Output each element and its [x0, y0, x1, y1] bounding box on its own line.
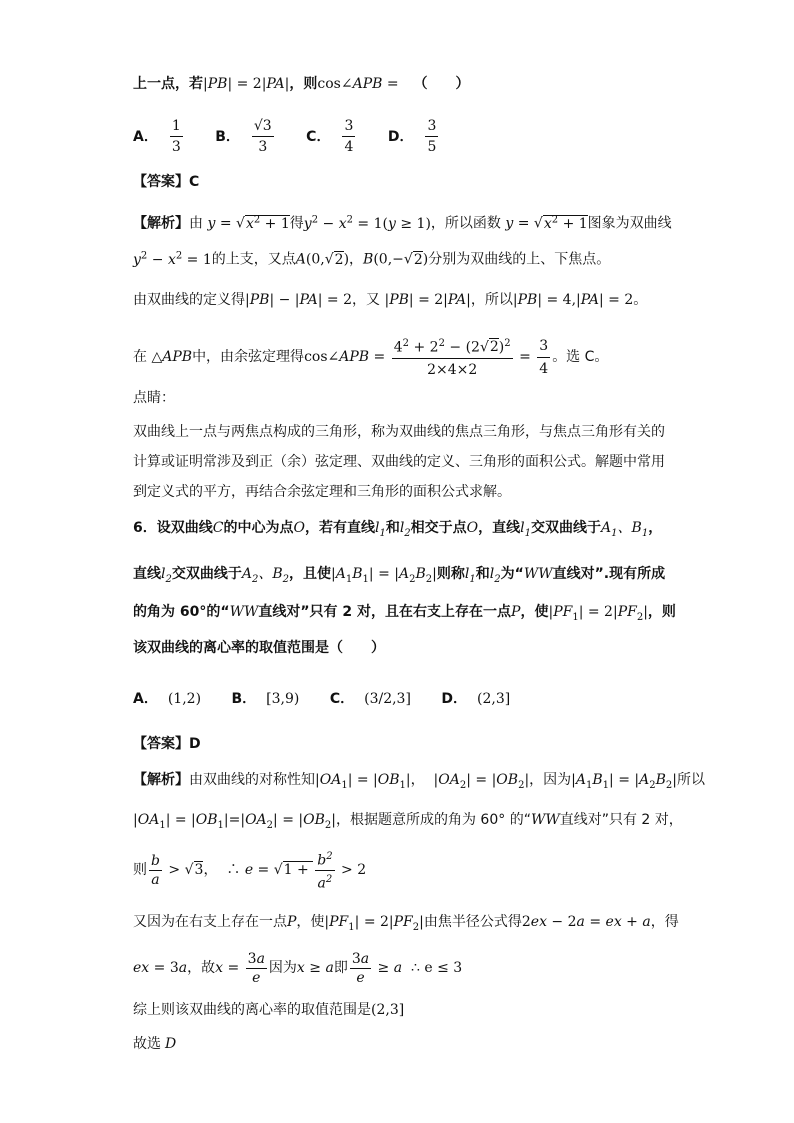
q5-analysis-3: 由双曲线的定义得|PB| − |PA| = 2，又 |PB| = 2|PA|，所以|PB| = 4,|PA| = 2。	[133, 292, 648, 308]
q5-note-2: 计算或证明常涉及到正（余）弦定理、双曲线的定义、三角形的面积公式。解题中常用	[133, 454, 665, 470]
q5-option-a-num: 1	[171, 118, 181, 134]
q5-option-a-label: A．	[133, 128, 158, 145]
q6-l3-2: 直线对”只有 2 对，且在右支上存在一点	[258, 604, 512, 620]
q5-a1-text2: 得	[289, 215, 304, 232]
q6-option-a-value: (1,2)	[167, 691, 202, 707]
q6-option-c[interactable]	[330, 682, 411, 716]
q5-a3-text2: ，又	[352, 292, 381, 308]
q6-l2-2: 交双曲线于	[171, 566, 242, 582]
q6-b1-3: 所以	[677, 772, 706, 788]
q5-answer: 【答案】C	[133, 174, 200, 190]
q5-stem-mid: ，则	[289, 76, 318, 92]
q6-answer: 【答案】D	[133, 736, 201, 752]
q5-option-d[interactable]	[388, 116, 441, 157]
q6-analysis-3: 则 $\frac{b}{a}$ > √3， ∴ e = √1 + $\frac{b^2}{a^2}$ > 2	[133, 851, 367, 892]
q6-option-d-value: (2,3]	[477, 691, 511, 707]
q5-option-c[interactable]	[306, 116, 357, 157]
q5-a2-text1: 的上支，又点	[211, 251, 296, 268]
q5-note-3: 到定义式的平方，再结合余弦定理和三角形的面积公式求解。	[133, 484, 511, 500]
q5-stem-paren: （ ）	[413, 76, 470, 92]
q5-options	[133, 116, 466, 157]
q6-option-b[interactable]	[232, 682, 300, 716]
q6-analysis-1: 【解析】由双曲线的对称性知$|OA_1| = |OB_1|$， $|OA_2| = |OB_2|$，因为$|A_1B_1| = |A_2B_2|$所以	[133, 772, 706, 791]
q5-option-b-label: B．	[215, 128, 240, 145]
q6-stem-3: 的角为 60°的“WW直线对”只有 2 对，且在右支上存在一点P，使$|PF_1| = 2|PF_2|$，则	[133, 604, 676, 623]
q5-a3-end: 。	[633, 292, 648, 308]
q6-s2: 的中心为点	[223, 520, 294, 536]
q5-a3-text3: ，所以	[470, 292, 513, 308]
q5-option-d-den: 5	[425, 136, 438, 157]
q5-a1-text4: 图象为双曲线	[587, 215, 672, 232]
q6-option-b-value: [3,9)	[266, 691, 300, 707]
q5-a1-text1: 由	[189, 215, 203, 232]
q6-b5-1: ，故	[187, 960, 216, 976]
q5-option-b-num: √3	[253, 118, 272, 134]
q5-option-c-den: 4	[342, 136, 355, 157]
q5-option-a[interactable]	[133, 116, 185, 157]
q6-b1-1: 由双曲线的对称性知	[189, 772, 315, 788]
q6-b2-2: 直线对”只有 2 对，	[559, 812, 683, 828]
q5-analysis-4: 在 △APB中，由余弦定理得cos∠APB = $\frac{4^2 + 2^2 - (2√2)^2}{2\times 4\times 2}$ = $\frac{3}{4}$ 。选 C。	[133, 332, 608, 382]
q5-stem	[133, 74, 469, 94]
q6-l2-6: 为“	[500, 566, 524, 582]
q5-analysis-1: 【解析】由 $y = √x^2 + 1$得$y^2 - x^2 = 1(y \ge 1)$，所以函数 $y = √x^2 + 1$图象为双曲线	[133, 214, 672, 232]
q6-analysis-5: ex = 3a，故x = $\frac{3a}{e}$ 因为x ≥ a即 $\frac{3a}{e}$ ≥ a ∴ e ≤ 3	[133, 950, 463, 986]
q6-b4-3: 由焦半径公式得	[423, 914, 522, 930]
q5-a4-text1: 在	[133, 349, 147, 365]
q5-option-a-den: 3	[170, 136, 183, 157]
q6-s1: 设双曲线	[156, 520, 213, 536]
q6-analysis-4: 又因为在右支上存在一点P，使$|PF_1| = 2|PF_2|$由焦半径公式得2ex − 2a = ex + a，得	[133, 914, 679, 933]
q6-b7-choice: D	[165, 1036, 177, 1052]
q5-a4-text2: 中，由余弦定理得	[192, 349, 305, 365]
q5-option-c-num: 3	[344, 118, 354, 134]
q6-number: 6．	[133, 520, 157, 536]
q5-a4-text3: 。选 C。	[552, 349, 609, 365]
q5-option-d-num: 3	[427, 118, 437, 134]
q5-analysis-2: $y^2 - x^2 = 1$的上支，又点A(0,√2)，B(0,−√2)分别为双曲线的上、下焦点。	[133, 250, 611, 268]
q6-l2-3: ，且使	[289, 566, 332, 582]
q6-l3-4: ，则	[647, 604, 676, 620]
q6-l3-3: ，使	[520, 604, 549, 620]
q6-analysis-tag: 【解析】	[133, 772, 189, 788]
q6-b1-2: ，因为	[529, 772, 572, 788]
q5-dianjing: 点睛：	[133, 390, 175, 406]
q5-analysis-tag: 【解析】	[133, 215, 189, 232]
q6-s7: 交双曲线于	[531, 520, 602, 536]
q6-option-a-label: A．	[133, 691, 158, 707]
q6-option-a[interactable]	[133, 682, 201, 716]
q6-analysis-6	[133, 1000, 404, 1020]
q6-b5-2: 因为	[268, 960, 297, 976]
q5-option-b-den: 3	[252, 136, 274, 157]
q5-stem-cond: |PB| = 2|PA|	[203, 76, 290, 92]
q6-s4: 和	[385, 520, 400, 536]
q6-l2-5: 和	[475, 566, 490, 582]
q5-stem-target: cos∠APB =	[317, 76, 399, 92]
q6-s3: ，若有直线	[304, 520, 375, 536]
q5-stem-prefix: 上一点，若	[133, 76, 203, 92]
q5-option-c-label: C．	[306, 128, 331, 145]
q6-b7-1: 故选	[133, 1036, 161, 1052]
q6-l2-4: 则称	[436, 566, 465, 582]
q6-b4-4: ，得	[650, 914, 679, 930]
q6-option-d[interactable]	[441, 682, 510, 716]
q6-b3-1: 则	[133, 862, 147, 879]
q6-option-c-value: (3/2,3]	[364, 691, 411, 707]
q6-analysis-2: $|OA_1| = |OB_1|=|OA_2| = |OB_2|$，根据题意所成的角为 60° 的“WW直线对”只有 2 对，	[133, 812, 683, 831]
q6-options	[133, 682, 536, 716]
q6-b2-1: ，根据题意所成的角为 60° 的“	[335, 812, 531, 828]
q6-b5-3: 即	[333, 960, 348, 976]
q6-l2-7: 直线对”.现有所成	[552, 566, 666, 582]
q6-option-c-label: C．	[329, 691, 355, 707]
q6-b4-1: 又因为在右支上存在一点	[133, 914, 287, 930]
q5-option-d-label: D．	[387, 128, 414, 145]
q5-option-b[interactable]	[215, 116, 276, 157]
q6-b6: 综上则该双曲线的离心率的取值范围是	[133, 1002, 371, 1018]
q6-s6: ，直线	[478, 520, 521, 536]
q5-a3-text1: 由双曲线的定义得	[133, 292, 245, 308]
q6-b4-2: ，使	[296, 914, 325, 930]
q6-l2-1: 直线	[133, 566, 161, 582]
q6-stem-1: 6．设双曲线C的中心为点O，若有直线$l_1$和$l_2$相交于点O，直线$l_1$交双曲线于$A_1$、$B_1$，	[133, 520, 663, 539]
q6-l3-1: 的角为 60°的“	[133, 604, 230, 620]
q5-a1-text3: ，所以函数	[430, 215, 501, 232]
q6-stem-2: 直线$l_2$交双曲线于$A_2$、$B_2$，且使$|A_1B_1| = |A_2B_2|$则称$l_1$和$l_2$为“WW直线对”.现有所成	[133, 566, 666, 585]
q5-note-1: 双曲线上一点与两焦点构成的三角形，称为双曲线的焦点三角形，与焦点三角形有关的	[133, 424, 665, 440]
q6-analysis-7	[133, 1034, 176, 1054]
q6-s5: 相交于点	[410, 520, 467, 536]
q6-b6-val: (2,3]	[371, 1002, 405, 1018]
q6-stem-4: 该双曲线的离心率的取值范围是（ ）	[133, 640, 385, 656]
q5-a2-text2: 分别为双曲线的上、下焦点。	[428, 251, 611, 268]
q6-option-b-label: B．	[231, 691, 257, 707]
q6-option-d-label: D．	[441, 691, 467, 707]
